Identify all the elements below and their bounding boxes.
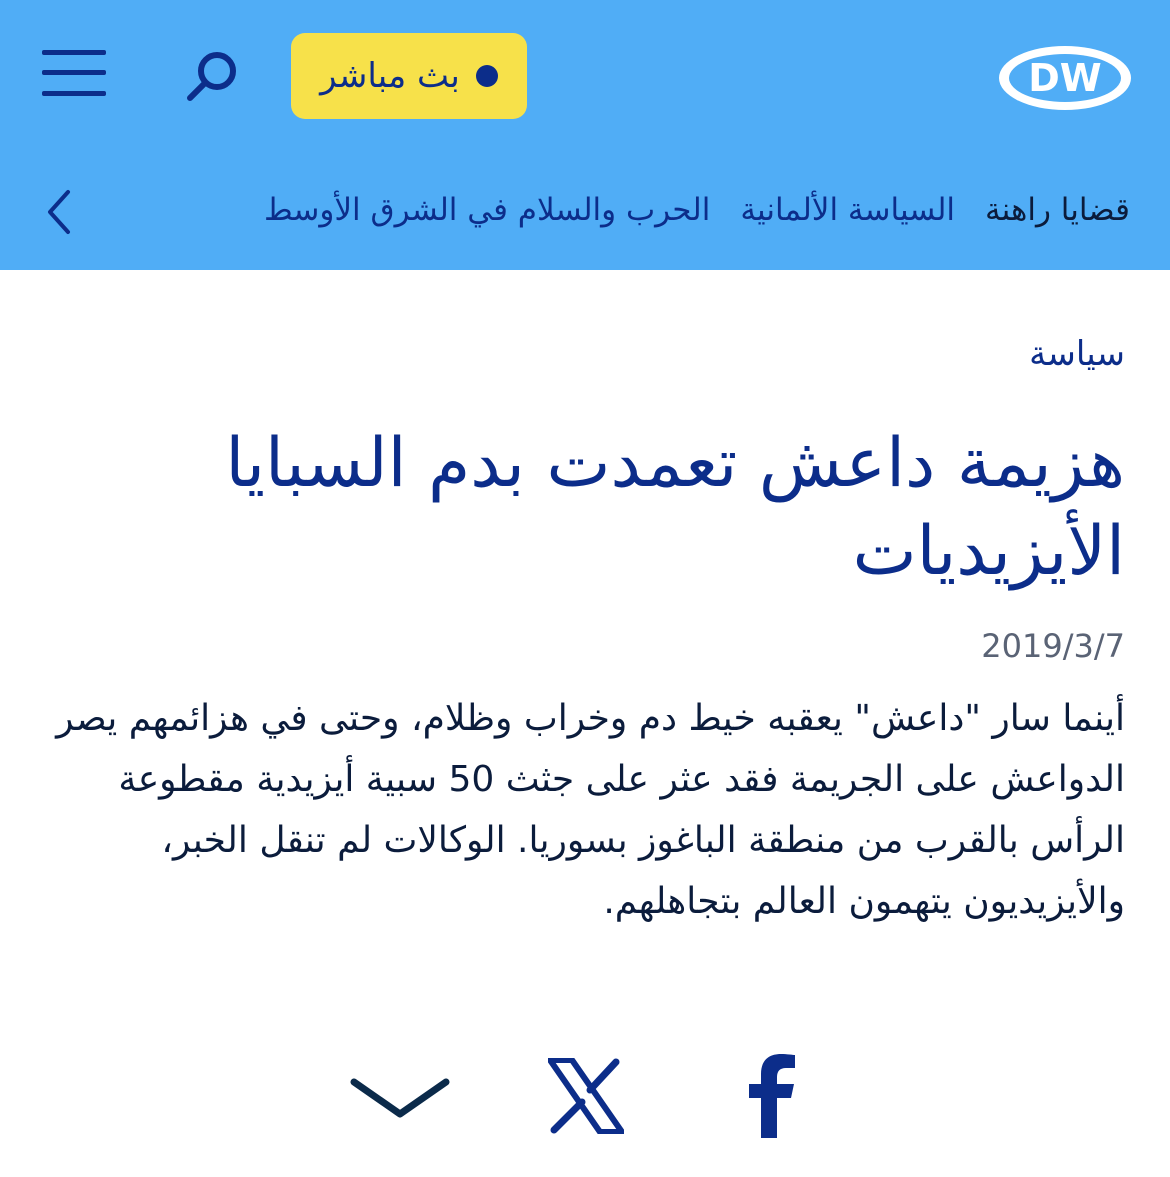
site-header xyxy=(0,0,1170,270)
nav-item-current-affairs[interactable]: قضايا راهنة xyxy=(985,192,1130,228)
article-summary: أينما سار "داعش" يعقبه خيط دم وخراب وظلام، وحتى في هزائمهم يصر الدواعش على الجريمة فقد عثر على جثث 50 سبية أيزيدية مقطوعة الرأس بالقرب من منطقة الباغوز بسوريا. الوكالات لم تنقل الخبر، والأيزيديون يتهمون العالم بتجاهلهم. xyxy=(56,698,1125,922)
chevron-left-icon[interactable] xyxy=(40,188,80,236)
nav-item-german-politics[interactable]: السياسة الألمانية xyxy=(740,192,956,228)
article-headline: هزيمة داعش تعمدت بدم السبايا الأيزيديات xyxy=(225,424,1125,591)
hamburger-menu-icon[interactable] xyxy=(42,46,106,102)
facebook-icon[interactable] xyxy=(745,1054,797,1138)
article-category[interactable]: سياسة xyxy=(1029,334,1125,374)
section-nav xyxy=(40,176,1130,246)
live-stream-button[interactable] xyxy=(291,33,527,119)
share-bar xyxy=(0,1050,1170,1150)
logo-text: DW xyxy=(1028,56,1102,100)
live-stream-label: بث مباشر xyxy=(320,56,460,96)
article-date: 2019/3/7 xyxy=(981,627,1125,665)
nav-item-middle-east[interactable]: الحرب والسلام في الشرق الأوسط xyxy=(264,192,711,228)
chevron-down-icon[interactable] xyxy=(348,1074,452,1122)
nav-items xyxy=(264,186,1130,234)
dw-logo[interactable] xyxy=(997,44,1133,112)
x-icon[interactable] xyxy=(548,1058,624,1134)
search-icon[interactable] xyxy=(182,48,242,104)
live-dot-icon xyxy=(476,65,498,87)
